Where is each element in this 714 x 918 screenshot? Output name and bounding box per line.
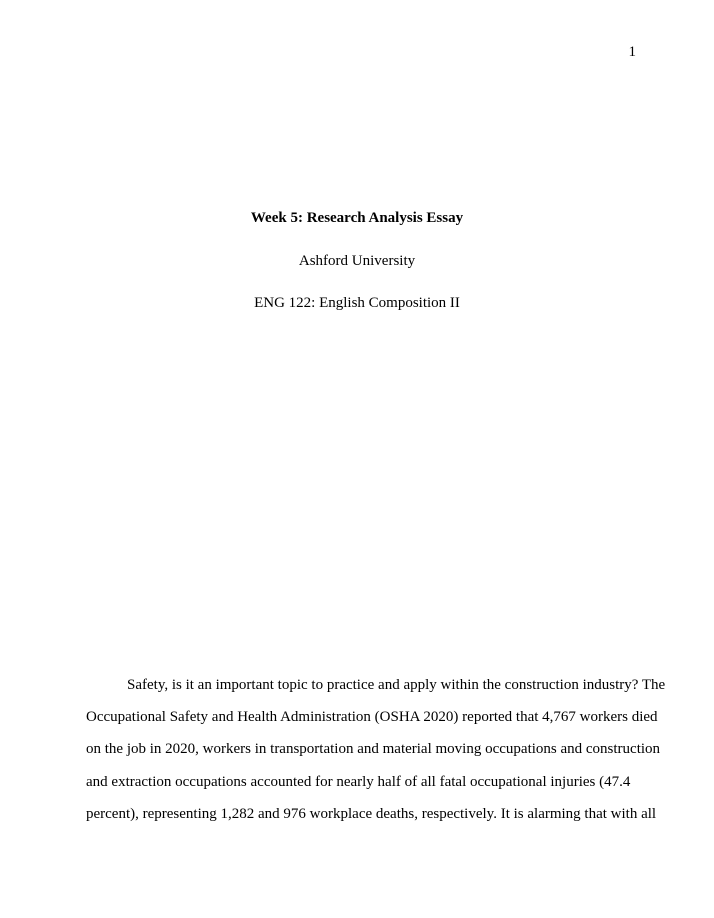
- paragraph-line: and extraction occupations accounted for nearly half of all fatal occupational injuries (47.4: [86, 773, 631, 790]
- paragraph-line: percent), representing 1,282 and 976 workplace deaths, respectively. It is alarming that with all: [86, 805, 657, 822]
- body-paragraph: [86, 669, 666, 830]
- paragraph-line: on the job in 2020, workers in transportation and material moving occupations and construction: [86, 741, 661, 758]
- course-name: ENG 122: English Composition II: [254, 295, 460, 311]
- paragraph-line: Occupational Safety and Health Administration (OSHA 2020) reported that 4,767 workers died: [86, 709, 658, 726]
- page-number: 1: [628, 44, 636, 60]
- paragraph-line: Safety, is it an important topic to practice and apply within the construction industry? The: [127, 677, 666, 693]
- institution-name: Ashford University: [298, 253, 416, 269]
- essay-title: Week 5: Research Analysis Essay: [250, 210, 464, 226]
